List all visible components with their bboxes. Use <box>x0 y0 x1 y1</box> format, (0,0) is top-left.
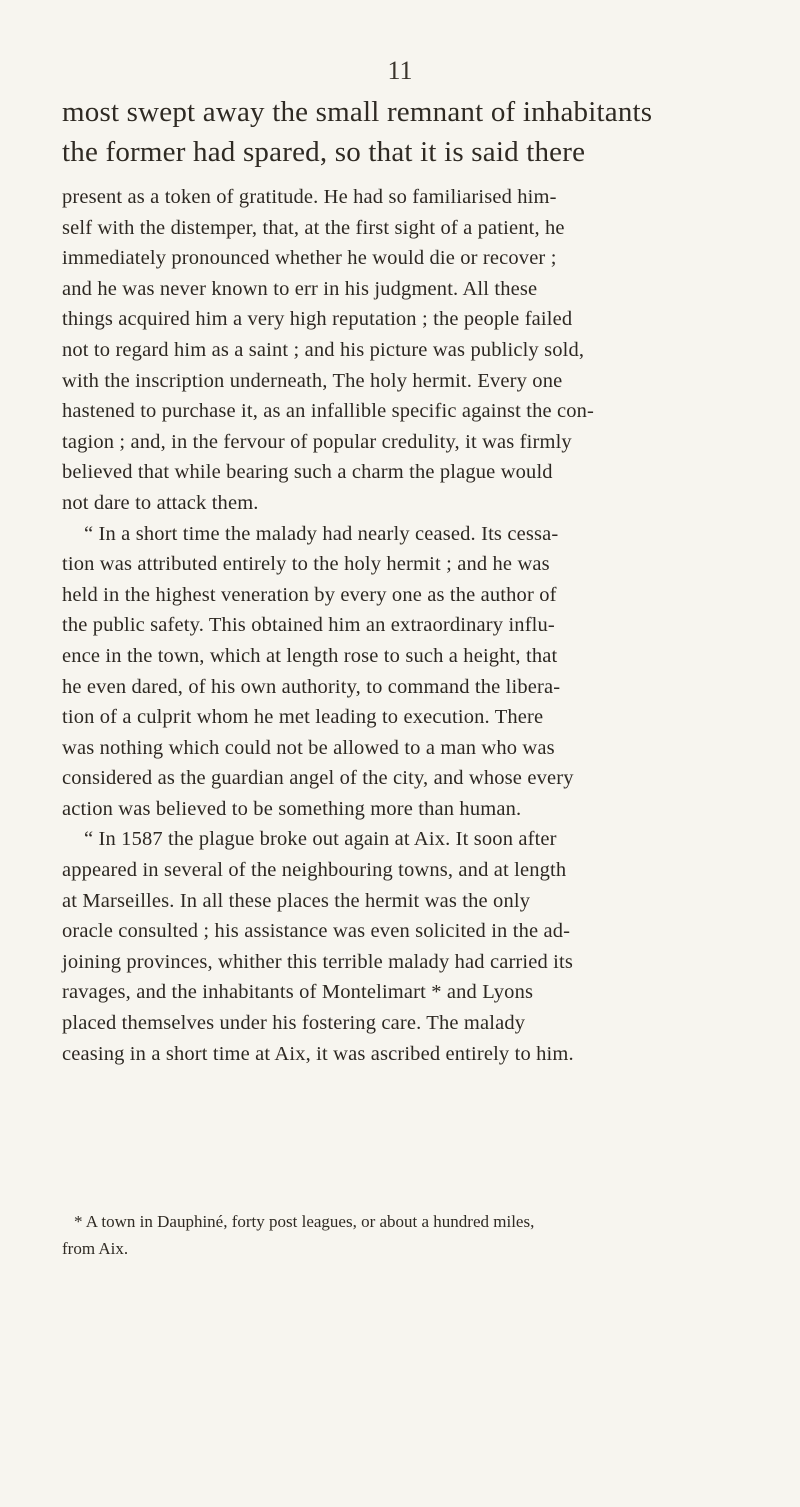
page-number: 11 <box>387 56 413 85</box>
paragraph-start-line: “ In 1587 the plague broke out again at Aix. It soon after <box>84 828 557 851</box>
text-line: joining provinces, whither this terrible malady had carried its <box>62 950 573 973</box>
text-line: and he was never known to err in his judgment. All these <box>62 277 538 300</box>
text-line: hastened to purchase it, as an infallible specific against the con- <box>62 400 595 423</box>
text-line: considered as the guardian angel of the city, and whose every <box>62 767 574 790</box>
footnote-line: * A town in Dauphiné, forty post leagues, or about a hundred miles, <box>74 1212 535 1231</box>
text-line: believed that while bearing such a charm the plague would <box>62 461 553 484</box>
text-line: things acquired him a very high reputation ; the people failed <box>62 308 573 331</box>
text-line: not to regard him as a saint ; and his picture was publicly sold, <box>62 338 585 361</box>
text-line: ence in the town, which at length rose to such a height, that <box>62 644 558 667</box>
text-line: action was believed to be something more than human. <box>62 797 522 820</box>
top-text-block <box>62 92 792 172</box>
text-line: with the inscription underneath, The holy hermit. Every one <box>62 369 563 392</box>
text-line: placed themselves under his fostering care. The malady <box>62 1012 526 1035</box>
top-line: the former had spared, so that it is said there <box>62 136 586 168</box>
footnote <box>62 1208 778 1262</box>
text-line: not dare to attack them. <box>62 491 259 514</box>
text-line: ceasing in a short time at Aix, it was ascribed entirely to him. <box>62 1042 574 1065</box>
text-line: immediately pronounced whether he would die or recover ; <box>62 247 557 270</box>
paragraph-start-line: “ In a short time the malady had nearly ceased. Its cessa- <box>84 522 559 545</box>
text-line: appeared in several of the neighbouring towns, and at length <box>62 859 567 882</box>
text-line: the public safety. This obtained him an extraordinary influ- <box>62 614 555 637</box>
text-line: oracle consulted ; his assistance was even solicited in the ad- <box>62 920 571 943</box>
top-line: most swept away the small remnant of inhabitants <box>62 96 653 128</box>
text-line: self with the distemper, that, at the first sight of a patient, he <box>62 216 565 239</box>
text-line: held in the highest veneration by every one as the author of <box>62 583 557 606</box>
text-line: tagion ; and, in the fervour of popular credulity, it was firmly <box>62 430 572 453</box>
text-line: ravages, and the inhabitants of Montelimart * and Lyons <box>62 981 534 1004</box>
text-line: tion of a culprit whom he met leading to execution. There <box>62 706 544 729</box>
text-line: tion was attributed entirely to the holy hermit ; and he was <box>62 553 550 576</box>
text-line: he even dared, of his own authority, to command the libera- <box>62 675 561 698</box>
body-text <box>62 182 778 1069</box>
text-line: was nothing which could not be allowed to a man who was <box>62 736 555 759</box>
text-line: present as a token of gratitude. He had so familiarised him- <box>62 186 557 208</box>
footnote-line: from Aix. <box>62 1239 129 1258</box>
text-line: at Marseilles. In all these places the hermit was the only <box>62 889 531 912</box>
